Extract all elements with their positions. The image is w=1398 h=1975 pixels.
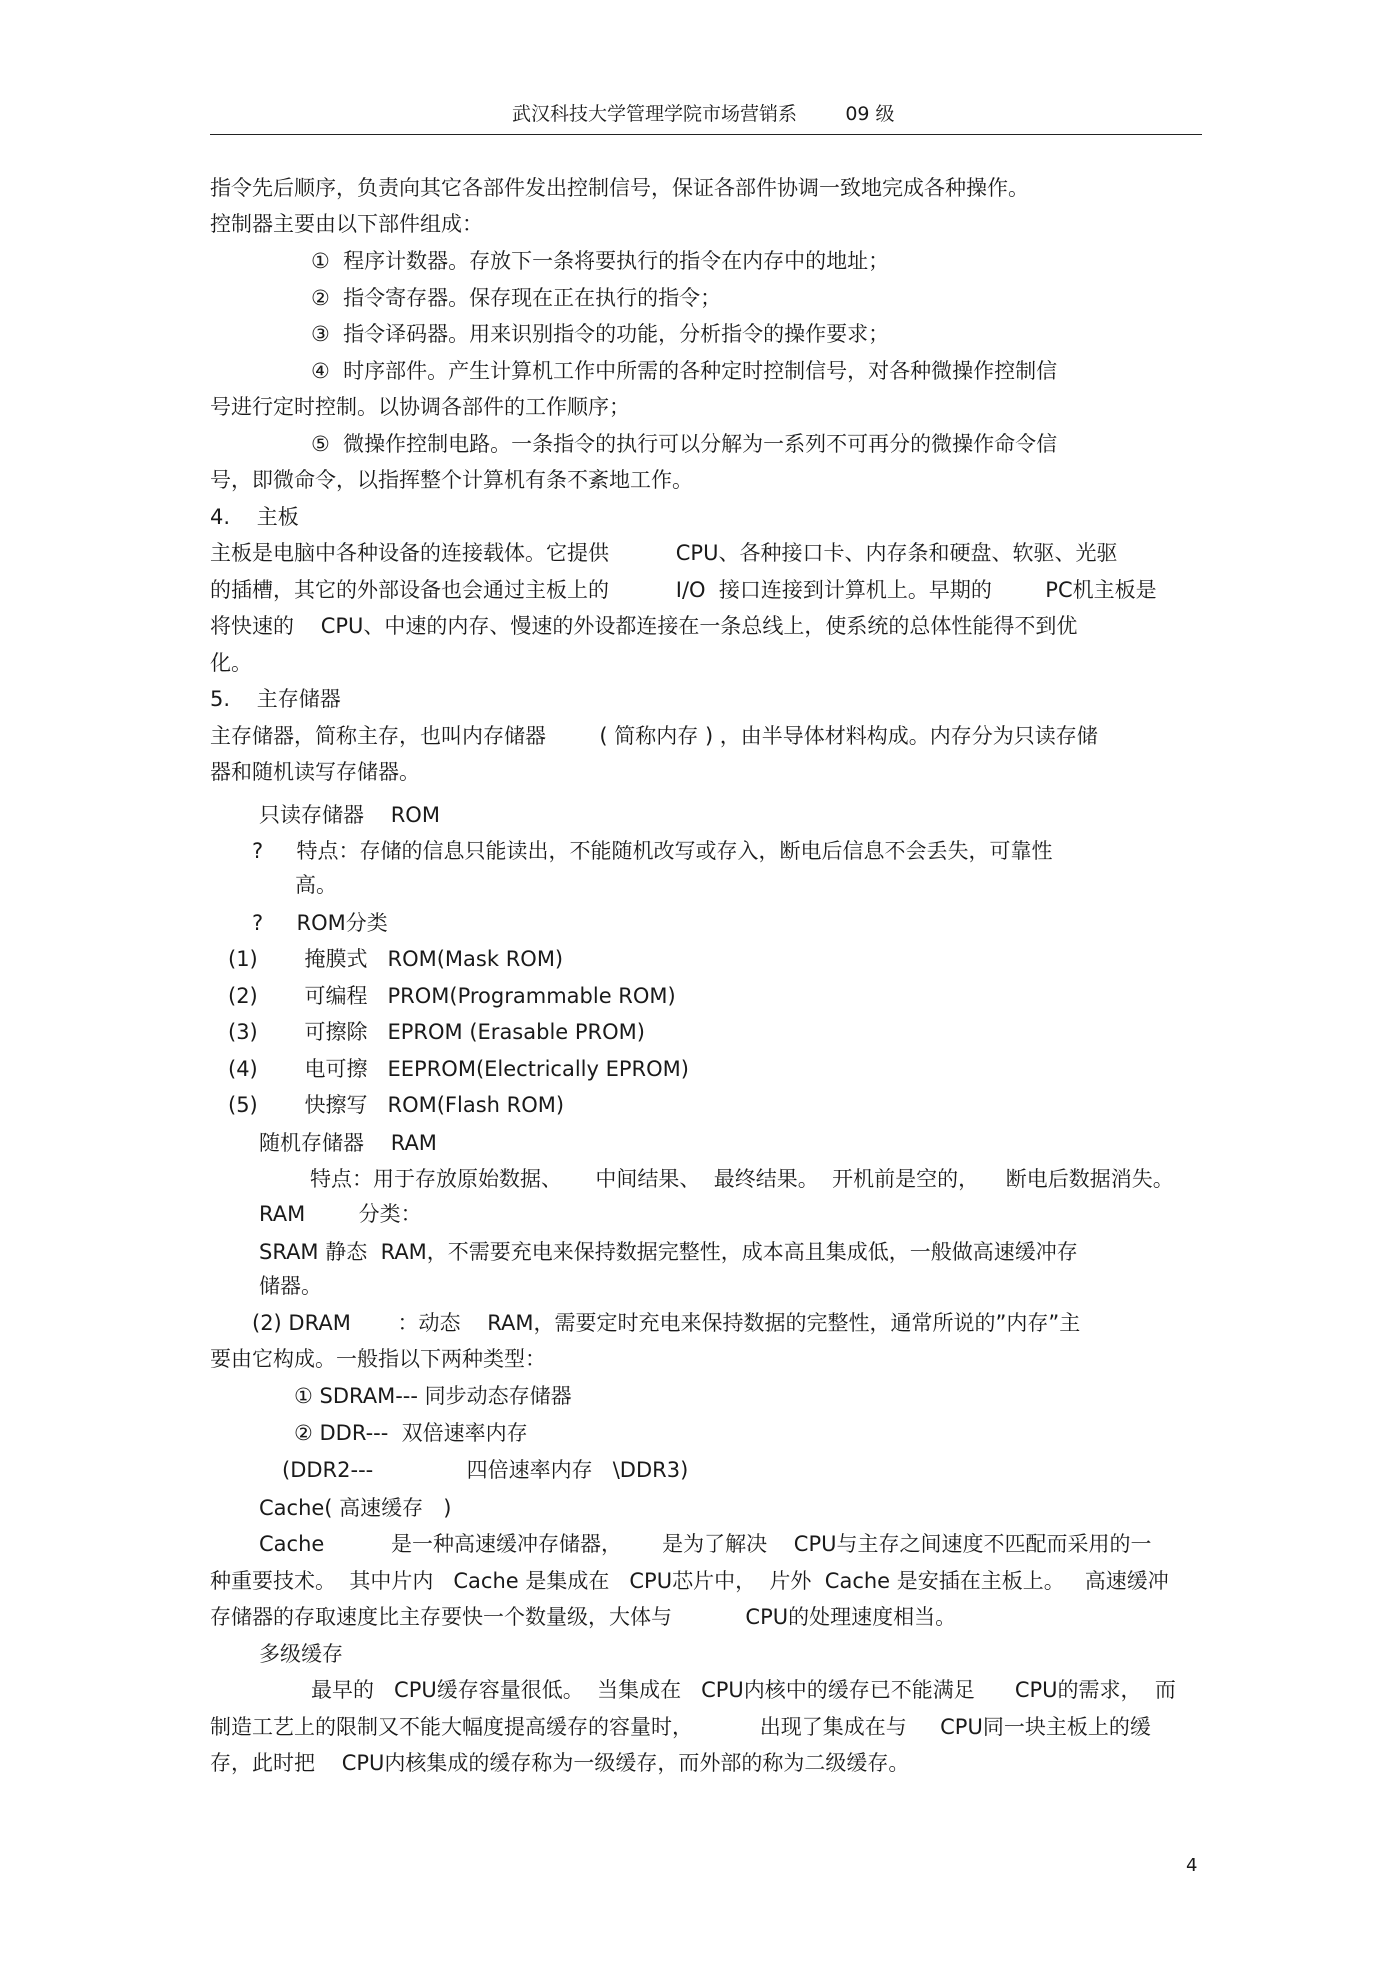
- text-line: 种重要技术。 其中片内 Cache 是集成在 CPU芯片中， 片外 Cache 是安插在主板上。 高速缓冲: [210, 1569, 1169, 1593]
- text-line: 存储器的存取速度比主存要快一个数量级，大体与 CPU的处理速度相当。: [210, 1605, 957, 1629]
- text-line: 多级缓存: [259, 1642, 343, 1666]
- text-line: 指令先后顺序，负责向其它各部件发出控制信号，保证各部件协调一致地完成各种操作。: [210, 176, 1029, 200]
- list-item: (3) 可擦除 EPROM (Erasable PROM): [228, 1020, 645, 1044]
- list-item: (2) 可编程 PROM(Programmable ROM): [228, 984, 676, 1008]
- text-line: 将快速的 CPU、中速的内存、慢速的外设都连接在一条总线上，使系统的总体性能得不到优: [210, 614, 1078, 638]
- section-heading: 5. 主存储器: [210, 687, 341, 711]
- text-line: ④ 时序部件。产生计算机工作中所需的各种定时控制信号，对各种微操作控制信: [311, 359, 1058, 383]
- text-line: 要由它构成。一般指以下两种类型：: [210, 1347, 546, 1371]
- text-line: 存，此时把 CPU内核集成的缓存称为一级缓存，而外部的称为二级缓存。: [210, 1751, 910, 1775]
- text-line: 的插槽，其它的外部设备也会通过主板上的 I/O 接口连接到计算机上。早期的 PC机主板是: [210, 578, 1157, 602]
- text-line: 化。: [210, 651, 252, 675]
- page-header: 武汉科技大学管理学院市场营销系 09 级: [512, 103, 895, 125]
- text-line: 只读存储器 ROM: [259, 803, 440, 827]
- text-line: 控制器主要由以下部件组成：: [210, 212, 483, 236]
- text-line: 储器。: [259, 1274, 322, 1298]
- text-line: ⑤ 微操作控制电路。一条指令的执行可以分解为一系列不可再分的微操作命令信: [311, 432, 1058, 456]
- text-line: ? ROM分类: [252, 911, 388, 935]
- text-line: 特点：用于存放原始数据、 中间结果、 最终结果。 开机前是空的， 断电后数据消失。: [310, 1167, 1174, 1191]
- text-line: 主板是电脑中各种设备的连接载体。它提供 CPU、各种接口卡、内存条和硬盘、软驱、光驱: [210, 541, 1118, 565]
- list-item: (5) 快擦写 ROM(Flash ROM): [228, 1093, 565, 1117]
- text-line: ① SDRAM--- 同步动态存储器: [294, 1384, 572, 1408]
- text-line: (DDR2--- 四倍速率内存 \DDR3): [282, 1458, 689, 1482]
- text-line: RAM 分类：: [259, 1202, 422, 1226]
- text-line: 高。: [295, 873, 337, 897]
- list-item: (4) 电可擦 EEPROM(Electrically EPROM): [228, 1057, 689, 1081]
- text-line: 主存储器，简称主存，也叫内存储器 ( 简称内存 ) ，由半导体材料构成。内存分为只读存储: [210, 724, 1098, 748]
- text-line: ? 特点：存储的信息只能读出，不能随机改写或存入，断电后信息不会丢失，可靠性: [252, 839, 1053, 863]
- text-line: 号，即微命令，以指挥整个计算机有条不紊地工作。: [210, 468, 693, 492]
- text-line: 随机存储器 RAM: [259, 1131, 437, 1155]
- text-line: Cache 是一种高速缓冲存储器， 是为了解决 CPU与主存之间速度不匹配而采用的一: [259, 1532, 1152, 1556]
- section-heading: 4. 主板: [210, 505, 299, 529]
- text-line: 制造工艺上的限制又不能大幅度提高缓存的容量时， 出现了集成在与 CPU同一块主板上的缓: [210, 1715, 1151, 1739]
- text-line: SRAM 静态 RAM，不需要充电来保持数据完整性，成本高且集成低，一般做高速缓冲存: [259, 1240, 1078, 1264]
- text-line: Cache( 高速缓存 ): [259, 1496, 452, 1520]
- text-line: ② 指令寄存器。保存现在正在执行的指令；: [311, 286, 722, 310]
- text-line: ① 程序计数器。存放下一条将要执行的指令在内存中的地址；: [311, 249, 890, 273]
- text-line: ② DDR--- 双倍速率内存: [294, 1421, 528, 1445]
- text-line: (2) DRAM ：动态 RAM，需要定时充电来保持数据的完整性，通常所说的”内存”主: [252, 1311, 1081, 1335]
- text-line: 器和随机读写存储器。: [210, 760, 420, 784]
- page-number: 4: [1186, 1855, 1198, 1876]
- text-line: 最早的 CPU缓存容量很低。 当集成在 CPU内核中的缓存已不能满足 CPU的需求， 而: [311, 1678, 1176, 1702]
- text-line: ③ 指令译码器。用来识别指令的功能，分析指令的操作要求；: [311, 322, 890, 346]
- text-line: 号进行定时控制。以协调各部件的工作顺序；: [210, 395, 630, 419]
- header-rule: [210, 134, 1202, 135]
- list-item: (1) 掩膜式 ROM(Mask ROM): [228, 947, 564, 971]
